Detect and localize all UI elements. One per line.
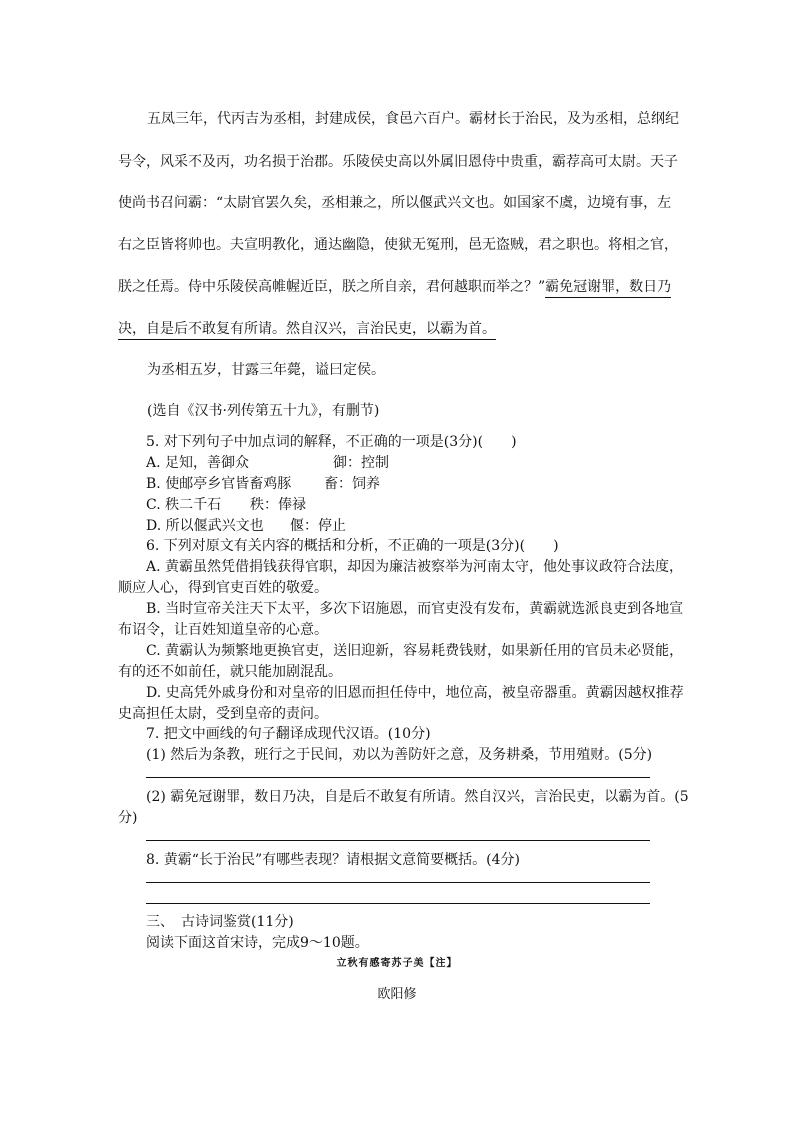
q7-sentence-2-cont: 分): [118, 810, 138, 826]
q5-option-b: B. 使邮亭乡官皆畜鸡豚: [146, 476, 292, 492]
q6-option-d: D. 史高凭外戚身份和对皇帝的旧恩而担任侍中，地位高，被皇帝器重。黄霸因越权推荐: [146, 685, 684, 701]
q7-sentence-2: (2) 霸免冠谢罪，数日乃决，自是后不敢复有所请。然自汉兴，言治民吏，以霸为首。(5: [146, 789, 689, 805]
passage-closing: 为丞相五岁，甘露三年薨，谥曰定侯。: [147, 362, 385, 378]
section-3-instruction: 阅读下面这首宋诗，完成9～10题。: [146, 935, 369, 951]
q5-option-c-gloss: 秩：俸禄: [250, 497, 306, 513]
q8-stem: 8. 黄霸“长于治民”有哪些表现？请根据文意简要概括。(4分): [146, 852, 520, 868]
passage-line-5: [118, 276, 671, 296]
passage-line-6: [118, 318, 496, 338]
q6-option-b-cont: 布诏令，让百姓知道皇帝的心意。: [118, 622, 328, 638]
q6-stem: 6. 下列对原文有关内容的概括和分析，不正确的一项是(3分)( ): [146, 538, 559, 554]
q5-option-c: C. 秩二千石: [146, 497, 222, 513]
q8-answer-line-1[interactable]: [146, 882, 650, 883]
q6-option-d-cont: 史高担任太尉，受到皇帝的责问。: [118, 706, 328, 722]
q6-option-b: B. 当时宣帝关注天下太平，多次下诏施恩，而官吏没有发布，黄霸就选派良吏到各地宣: [146, 601, 684, 617]
underlined-sentence-start: 霸免冠谢罪，数日乃: [545, 279, 671, 298]
q5-option-d-gloss: 偃：停止: [290, 518, 346, 534]
passage-line-2: 号令，风采不及丙，功名损于治郡。乐陵侯史高以外属旧恩侍中贵重，霸荐高可太尉。天子: [118, 154, 678, 170]
poem-author: 欧阳修: [377, 987, 417, 1002]
q6-option-c: C. 黄霸认为频繁地更换官吏，送旧迎新，容易耗费钱财，如果新任用的官员未必贤能，: [146, 643, 684, 659]
q7-answer-line-1[interactable]: [146, 777, 650, 778]
q6-option-a: A. 黄霸虽然凭借捐钱获得官职，却因为廉洁被察举为河南太守，他处事议政符合法度，: [146, 559, 684, 575]
passage-line-1: 五凤三年，代丙吉为丞相，封建成侯，食邑六百户。霸材长于治民，及为丞相，总纲纪: [147, 111, 679, 127]
passage-line-4: 右之臣皆将帅也。夫宣明教化，通达幽隐，使狱无冤刑，邑无盗贼，君之职也。将相之官，: [118, 237, 678, 253]
q7-stem: 7. 把文中画线的句子翻译成现代汉语。(10分): [146, 726, 431, 742]
poem-title: 立秋有感寄苏子美【注】: [336, 958, 458, 969]
q7-answer-line-2[interactable]: [146, 840, 650, 841]
passage-source: (选自《汉书·列传第五十九》，有删节): [147, 403, 380, 419]
section-3-heading: 三、 古诗词鉴赏(11分): [146, 914, 294, 930]
q5-option-a-gloss: 御：控制: [333, 455, 389, 471]
q5-option-b-gloss: 畜：饲养: [324, 476, 380, 492]
q5-option-a: A. 足知，善御众: [146, 455, 250, 471]
passage-line-5-text: 朕之任焉。侍中乐陵侯高帷幄近臣，朕之所自亲，君何越职而举之？”: [118, 279, 546, 295]
underlined-sentence-end: 决，自是后不敢复有所请。然自汉兴，言治民吏，以霸为首。: [118, 321, 496, 340]
q7-sentence-1: (1) 然后为条教，班行之于民间，劝以为善防奸之意，及务耕桑，节用殖财。(5分): [146, 747, 653, 763]
q5-option-d: D. 所以偃武兴文也: [146, 518, 264, 534]
q6-option-c-cont: 有的还不如前任，就只能加剧混乱。: [118, 664, 342, 680]
passage-line-3: 使尚书召问霸：“太尉官罢久矣，丞相兼之，所以偃武兴文也。如国家不虞，边境有事，左: [118, 195, 672, 211]
q5-stem: 5. 对下列句子中加点词的解释，不正确的一项是(3分)( ): [146, 434, 517, 450]
q6-option-a-cont: 顺应人心，得到官吏百姓的敬爱。: [118, 580, 328, 596]
q8-answer-line-2[interactable]: [146, 903, 650, 904]
